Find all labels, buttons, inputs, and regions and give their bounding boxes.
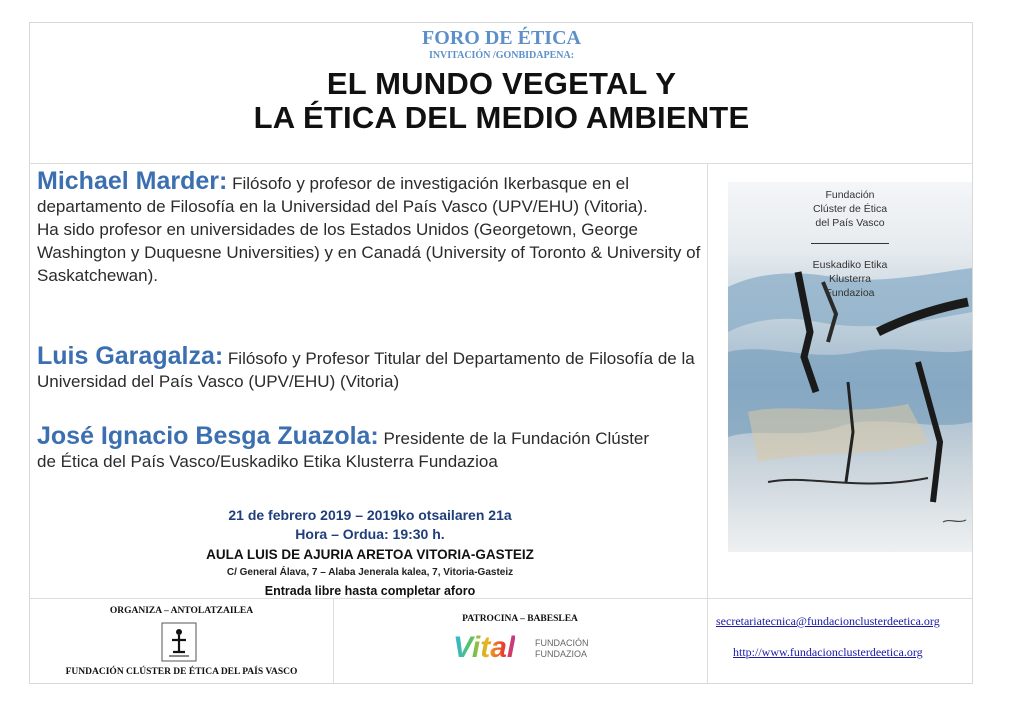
event-entry: Entrada libre hasta completar aforo (264, 584, 476, 598)
cover-title-eu: Euskadiko Etika Klusterra Fundazioa (812, 259, 888, 299)
speaker-bio: Presidente de la Fundación Clúster de Ética del País Vasco/Euskadiko Etika Klusterra Fundazioa (37, 429, 650, 471)
event-date: 21 de febrero 2019 – 2019ko otsailaren 21a (228, 507, 512, 523)
header (30, 24, 973, 135)
abstract-painting (728, 182, 972, 552)
event-time: Hora – Ordua: 19:30 h. (295, 526, 445, 542)
contact-email-link[interactable]: secretariatecnica@fundacionclusterdeetica.org (716, 614, 940, 628)
speaker-name: José Ignacio Besga Zuazola: (37, 422, 379, 450)
speaker-bio: Filósofo y profesor de investigación Ikerbasque en el departamento de Filosofía en la Universidad del País Vasco (UPV/EHU) (Vitoria). (37, 174, 648, 216)
speaker-garagalza (37, 342, 702, 393)
organizer-label: ORGANIZA – ANTOLATZAILEA (109, 606, 254, 616)
title-line-2: LA ÉTICA DEL MEDIO AMBIENTE (253, 100, 750, 135)
event-details (140, 506, 600, 601)
vital-subtitle: FUNDACIÓN FUNDAZIOA (535, 638, 589, 659)
footer-divider-left (333, 598, 334, 683)
title-line-1: EL MUNDO VEGETAL Y (326, 66, 677, 101)
website-link[interactable]: http://www.fundacionclusterdeetica.org (733, 645, 923, 659)
organizer-name: FUNDACIÓN CLÚSTER DE ÉTICA DEL PAÍS VASCO (65, 667, 298, 677)
header-divider (30, 163, 973, 164)
vital-wordmark: Vital (453, 631, 516, 664)
speaker-bio-extra: Ha sido profesor en universidades de los Estados Unidos (Georgetown, George Washington y Duquesne Universities) y en Canadá (University of Toronto & University of Saskatchewan). (37, 220, 701, 285)
book-cover-image (728, 182, 972, 552)
speaker-marder (37, 167, 702, 287)
speaker-name: Michael Marder: (37, 167, 228, 195)
speaker-bio: Filósofo y Profesor Titular del Departamento de Filosofía de la Universidad del País Vasco (UPV/EHU) (Vitoria) (37, 349, 695, 391)
speaker-besga (37, 422, 657, 473)
event-place: AULA LUIS DE AJURIA ARETOA VITORIA-GASTEIZ (206, 547, 534, 562)
forum-kicker: FORO DE ÉTICA (422, 27, 581, 49)
speaker-name: Luis Garagalza: (37, 342, 224, 370)
sponsor-label: PATROCINA – BABESLEA (462, 614, 578, 624)
invitation-label: INVITACIÓN /GONBIDAPENA: (428, 50, 575, 61)
image-column-divider (707, 163, 708, 683)
event-address: C/ General Álava, 7 – Alaba Jenerala kalea, 7, Vitoria-Gasteiz (226, 567, 514, 578)
foundation-logo-icon (161, 622, 197, 662)
cover-title-es: Fundación Clúster de Ética del País Vasco (812, 189, 888, 229)
cover-rule (811, 243, 889, 244)
